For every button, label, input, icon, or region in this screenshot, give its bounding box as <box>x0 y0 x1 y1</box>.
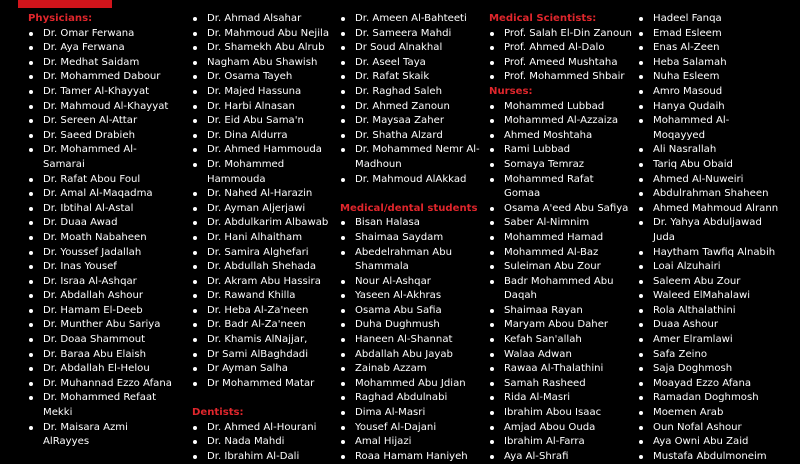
list-item: Dr. Israa Al-Ashqar <box>28 275 188 290</box>
list-item: Oun Nofal Ashour <box>638 421 798 436</box>
list-item: Suleiman Abu Zour <box>489 260 634 275</box>
list-item: Dr. Majed Hassuna <box>192 85 342 100</box>
list-item: Dr. Aseel Taya <box>340 56 485 71</box>
list-item: Dr. Samira Alghefari <box>192 246 342 261</box>
list-item: Aya Owni Abu Zaid <box>638 435 798 450</box>
list-item: Nour Al-Ashqar <box>340 275 485 290</box>
list-item: Dr. Sereen Al-Attar <box>28 114 188 129</box>
list-item: Hadeel Fanqa <box>638 12 798 27</box>
list-item: Dr. Nada Mahdi <box>192 435 342 450</box>
list-item: Aya Al-Shrafi <box>489 450 634 464</box>
list-item: Dr. Harbi Alnasan <box>192 100 342 115</box>
list-item: Amal Hijazi <box>340 435 485 450</box>
list-item: Yaseen Al-Akhras <box>340 289 485 304</box>
list-item: Dr. Osama Tayeh <box>192 70 342 85</box>
column-4 <box>489 12 634 464</box>
list-item: Saber Al-Nimnim <box>489 216 634 231</box>
list-item: Duha Dughmush <box>340 318 485 333</box>
list-item: Rawaa Al-Thalathini <box>489 362 634 377</box>
list-item: Dr. Akram Abu Hassira <box>192 275 342 290</box>
students-list <box>340 216 485 464</box>
list-item: Dr. Heba Al-Za'neen <box>192 304 342 319</box>
list-item: Osama A'eed Abu Safiya <box>489 202 634 217</box>
list-item: Dr. Maisara Azmi AlRayyes <box>28 421 188 450</box>
list-item: Dr. Munther Abu Sariya <box>28 318 188 333</box>
list-item: Dr. Ahmed Al-Hourani <box>192 421 342 436</box>
nurses-list <box>489 100 634 464</box>
section-heading-nurses: Nurses: <box>489 85 533 97</box>
column-1 <box>28 12 188 450</box>
list-item: Hanya Qudaih <box>638 100 798 115</box>
list-item: Raghad Abdulnabi <box>340 391 485 406</box>
list-item: Heba Salamah <box>638 56 798 71</box>
list-item: Dr. Youssef Jadallah <box>28 246 188 261</box>
list-item: Abdulrahman Shaheen <box>638 187 798 202</box>
list-item: Dr. Shamekh Abu Alrub <box>192 41 342 56</box>
list-item: Duaa Ashour <box>638 318 798 333</box>
list-item: Nuha Esleem <box>638 70 798 85</box>
physicians-list-continued-2 <box>340 12 485 187</box>
list-item: Dr. Inas Yousef <box>28 260 188 275</box>
list-item: Dr. Ahmed Hammouda <box>192 143 342 158</box>
list-item: Dr. Raghad Saleh <box>340 85 485 100</box>
list-item: Mohammed Lubbad <box>489 100 634 115</box>
list-item: Dr. Ibrahim Al-Dali <box>192 450 342 464</box>
list-item: Dr. Omar Ferwana <box>28 27 188 42</box>
list-item: Waleed ElMahalawi <box>638 289 798 304</box>
list-item: Dr. Mahmoud Abu Nejila <box>192 27 342 42</box>
list-item: Mohammed Hamad <box>489 231 634 246</box>
list-item: Dr Ayman Salha <box>192 362 342 377</box>
list-item: Dr. Mahmoud AlAkkad <box>340 173 485 188</box>
list-item: Badr Mohammed Abu Daqah <box>489 275 634 304</box>
list-item: Abedelrahman Abu Shammala <box>340 246 485 275</box>
list-item: Dr. Saeed Drabieh <box>28 129 188 144</box>
list-item: Shaimaa Saydam <box>340 231 485 246</box>
section-heading-physicians: Physicians: <box>28 13 93 24</box>
list-item: Haneen Al-Shannat <box>340 333 485 348</box>
list-item: Dr. Moath Nabaheen <box>28 231 188 246</box>
list-item: Rida Al-Masri <box>489 391 634 406</box>
list-item: Mohammed Al-Azzaiza <box>489 114 634 129</box>
list-item: Dr. Nahed Al-Harazin <box>192 187 342 202</box>
list-item: Enas Al-Zeen <box>638 41 798 56</box>
list-item: Maryam Abou Daher <box>489 318 634 333</box>
section-heading-scientists: Medical Scientists: <box>489 13 597 24</box>
column-2 <box>192 12 342 464</box>
list-item: Moayad Ezzo Afana <box>638 377 798 392</box>
list-item: Dr. Baraa Abu Elaish <box>28 348 188 363</box>
list-item: Roaa Hamam Haniyeh <box>340 450 485 464</box>
list-item: Dr. Mahmoud Al-Khayyat <box>28 100 188 115</box>
list-item: Prof. Salah El-Din Zanoun <box>489 27 634 42</box>
list-item: Dr. Mohammed Refaat Mekki <box>28 391 188 420</box>
list-item: Dr. Ibtihal Al-Astal <box>28 202 188 217</box>
list-item: Kefah San'allah <box>489 333 634 348</box>
list-item: Dr. Ameen Al-Bahteeti <box>340 12 485 27</box>
scientists-list <box>489 27 634 85</box>
list-item: Moemen Arab <box>638 406 798 421</box>
list-item: Dr. Dina Aldurra <box>192 129 342 144</box>
list-item: Abdallah Abu Jayab <box>340 348 485 363</box>
list-item: Dr Sami AlBaghdadi <box>192 348 342 363</box>
list-item: Mustafa Abdulmoneim <box>638 450 798 464</box>
dentists-list <box>192 421 342 464</box>
list-item: Dr. Sameera Mahdi <box>340 27 485 42</box>
header-red-tab <box>18 0 112 8</box>
list-item: Somaya Temraz <box>489 158 634 173</box>
list-item: Mohammed Rafat Gomaa <box>489 173 634 202</box>
list-item: Dr. Abdallah El-Helou <box>28 362 188 377</box>
list-item: Samah Rasheed <box>489 377 634 392</box>
list-item: Dr. Doaa Shammout <box>28 333 188 348</box>
list-item: Saja Doghmosh <box>638 362 798 377</box>
list-item: Ahmed Moshtaha <box>489 129 634 144</box>
list-item: Dr. Maysaa Zaher <box>340 114 485 129</box>
list-item: Prof. Mohammed Shbair <box>489 70 634 85</box>
list-item: Ibrahim Abou Isaac <box>489 406 634 421</box>
list-item: Dr. Badr Al-Za'neen <box>192 318 342 333</box>
list-item: Dr. Shatha Alzard <box>340 129 485 144</box>
list-item: Ibrahim Al-Farra <box>489 435 634 450</box>
section-heading-dentists: Dentists: <box>192 407 244 419</box>
list-item: Dr. Abdullah Shehada <box>192 260 342 275</box>
list-item: Dr. Rafat Abou Foul <box>28 173 188 188</box>
list-item: Amjad Abou Ouda <box>489 421 634 436</box>
list-item: Dr. Amal Al-Maqadma <box>28 187 188 202</box>
list-item: Loai Alzuhairi <box>638 260 798 275</box>
list-item: Dr. Ayman Aljerjawi <box>192 202 342 217</box>
list-item: Dr Mohammed Matar <box>192 377 342 392</box>
list-item: Dr. Medhat Saidam <box>28 56 188 71</box>
list-item: Amer Elramlawi <box>638 333 798 348</box>
list-item: Dima Al-Masri <box>340 406 485 421</box>
list-item: Ahmed Mahmoud Alrann <box>638 202 798 217</box>
list-item: Dr Soud Alnakhal <box>340 41 485 56</box>
list-item: Walaa Adwan <box>489 348 634 363</box>
list-item: Dr. Ahmad Alsahar <box>192 12 342 27</box>
list-item: Dr. Hamam El-Deeb <box>28 304 188 319</box>
list-item: Mohammed Al- Moqayyed <box>638 114 798 143</box>
list-item: Dr. Mohammed Nemr Al- Madhoun <box>340 143 485 172</box>
list-item: Safa Zeino <box>638 348 798 363</box>
list-item: Haytham Tawfiq Alnabih <box>638 246 798 261</box>
list-item: Mohammed Al-Baz <box>489 246 634 261</box>
physicians-list-continued <box>192 12 342 391</box>
list-item: Prof. Ahmed Al-Dalo <box>489 41 634 56</box>
list-item: Shaimaa Rayan <box>489 304 634 319</box>
list-item: Dr. Mohammed Al- Samarai <box>28 143 188 172</box>
list-item: Emad Esleem <box>638 27 798 42</box>
section-heading-students: Medical/dental students <box>340 202 478 214</box>
list-item: Bisan Halasa <box>340 216 485 231</box>
list-item: Prof. Ameed Mushtaha <box>489 56 634 71</box>
list-item: Rola Althalathini <box>638 304 798 319</box>
list-item: Mohammed Abu Jdian <box>340 377 485 392</box>
list-item: Ahmed Al-Nuweiri <box>638 173 798 188</box>
list-item: Dr. Abdallah Ashour <box>28 289 188 304</box>
list-item: Dr. Abdulkarim Albawab <box>192 216 342 231</box>
list-item: Dr. Rafat Skaik <box>340 70 485 85</box>
list-item: Ali Nasrallah <box>638 143 798 158</box>
column-5 <box>638 12 798 464</box>
list-item: Nagham Abu Shawish <box>192 56 342 71</box>
physicians-list <box>28 27 188 450</box>
list-item: Dr. Aya Ferwana <box>28 41 188 56</box>
list-item: Dr. Mohammed Dabour <box>28 70 188 85</box>
list-item: Dr. Duaa Awad <box>28 216 188 231</box>
list-item: Dr. Muhannad Ezzo Afana <box>28 377 188 392</box>
column-3 <box>340 12 485 464</box>
list-item: Amro Masoud <box>638 85 798 100</box>
list-item: Saleem Abu Zour <box>638 275 798 290</box>
list-item: Dr. Rawand Khilla <box>192 289 342 304</box>
list-item: Tariq Abu Obaid <box>638 158 798 173</box>
list-item: Ramadan Doghmosh <box>638 391 798 406</box>
list-item: Dr. Khamis AlNajjar, <box>192 333 342 348</box>
list-item: Osama Abu Safia <box>340 304 485 319</box>
list-item: Dr. Eid Abu Sama'n <box>192 114 342 129</box>
list-item: Dr. Ahmed Zanoun <box>340 100 485 115</box>
list-item: Rami Lubbad <box>489 143 634 158</box>
list-item: Zainab Azzam <box>340 362 485 377</box>
nurses-list-continued <box>638 12 798 464</box>
list-item: Dr. Yahya Abduljawad Juda <box>638 216 798 245</box>
list-item: Dr. Tamer Al-Khayyat <box>28 85 188 100</box>
list-item: Yousef Al-Dajani <box>340 421 485 436</box>
list-item: Dr. Mohammed Hammouda <box>192 158 342 187</box>
list-item: Dr. Hani Alhaitham <box>192 231 342 246</box>
